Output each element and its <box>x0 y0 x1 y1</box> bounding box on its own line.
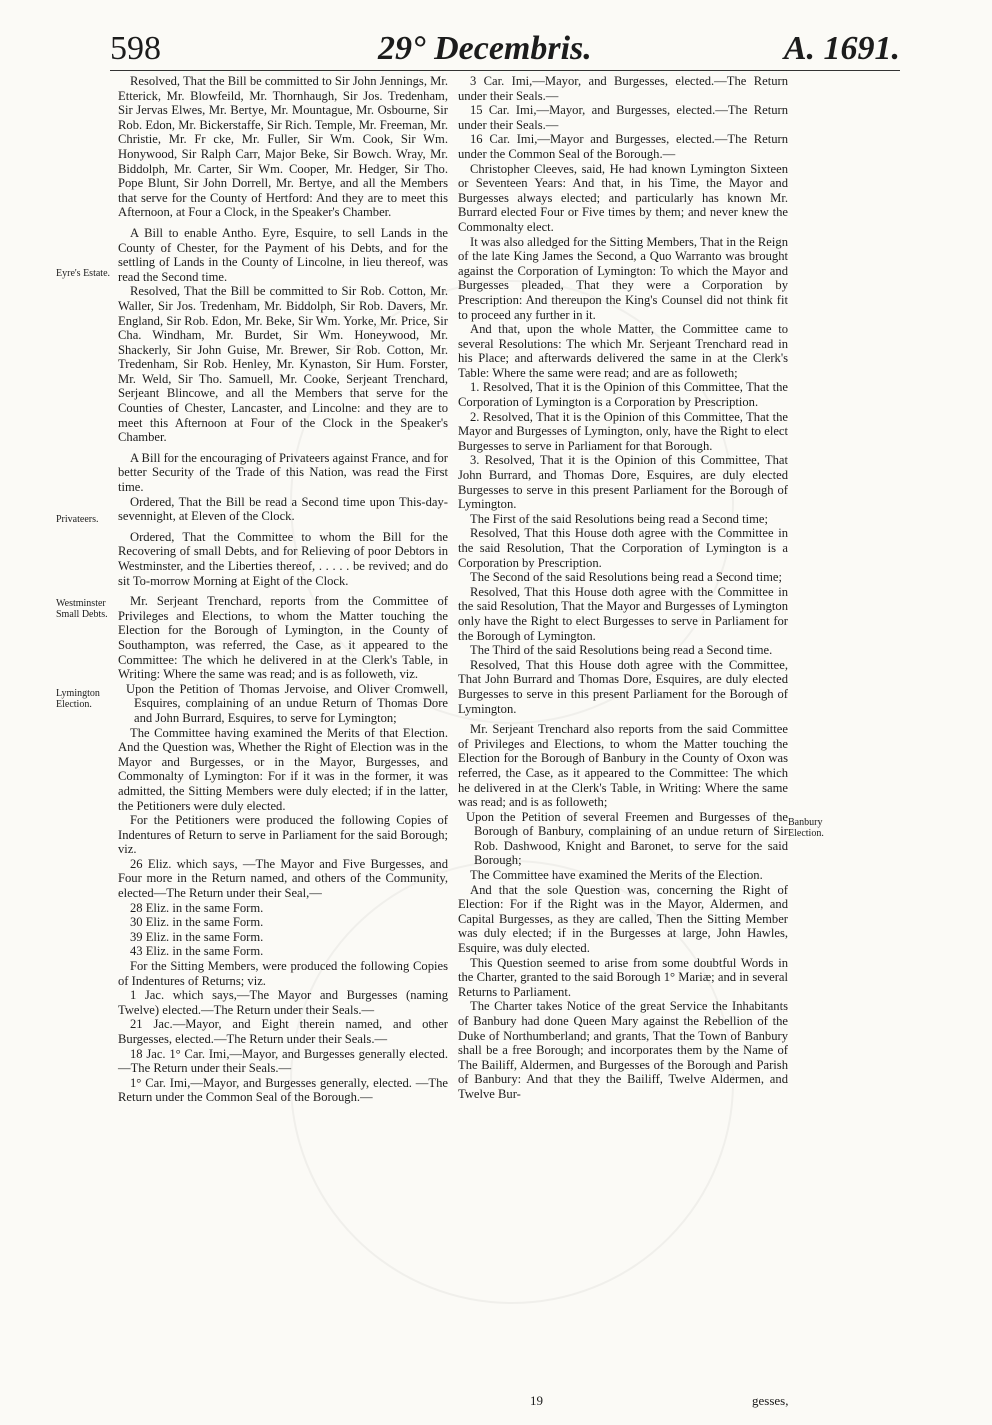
catchword: gesses, <box>752 1393 789 1408</box>
paragraph: Resolved, That the Bill be committed to Sir John Jennings, Mr. Etterick, Mr. Blowfeild, Mr. Thornhaugh, Sir Jos. Tredenham, Sir Jervas Elwes, Mr. Bertye, Mr. Mountague, Mr. Osbourne, Sir Rob. Edon, Mr. Bickerstaffe, Sir Rich. Temple, Mr. Freeman, Mr. Christie, Mr. Fr cke, Mr. Fuller, Sir Wm. Cook, Sir Wm. Honywood, Sir Ralph Carr, Major Beke, Sir Bowch. Wray, Mr. Biddolph, Mr. Carter, Sir Wm. Cooper, Mr. Hedger, Sir Tho. Pope Blunt, Sir John Dorrell, Mr. Bertye, and all the Members that serve for the County of Hertford: And they are to meet this Afternoon, at Four a Clock, in the Speaker's Chamber. <box>118 74 448 220</box>
paragraph: And that, upon the whole Matter, the Committee came to several Resolutions: The which Mr. Serjeant Trenchard read in his Place; and afterwards delivered the same in at the Clerk's Table: Where the same were read; and are as followeth; <box>458 322 788 380</box>
paragraph: 1 Jac. which says,—The Mayor and Burgesses (naming Twelve) elected.—The Return under their Seals.— <box>118 988 448 1017</box>
margin-note-lymington: Lymington Election. <box>56 688 100 710</box>
paragraph: Mr. Serjeant Trenchard also reports from the said Committee of Privileges and Elections, to whom the Matter touching the Election for the Borough of Banbury in the County of Oxon was referred, the Case, as it appeared to the Committee: The which he delivered in at the Clerk's Table, in Writing: Where the same was read; and is as followeth; <box>458 722 788 810</box>
paragraph: 1° Car. Imi,—Mayor, and Burgesses generally, elected. —The Return under the Common Seal of the Borough.— <box>118 1075 448 1105</box>
paragraph: Resolved, That the Bill be committed to Sir Rob. Cotton, Mr. Waller, Sir Jos. Tredenham, Mr. Biddolph, Sir Rob. Davers, Mr. England, Sir Rob. Edon, Mr. Beke, Sir Wm. Yorke, Mr. Price, Sir Cha. Windham, Mr. Burdet, Sir Wm. Honeywood, Mr. Shackerly, Sir John Guise, Mr. Brewer, Sir Rob. Cotton, Mr. Tredenham, Sir Rob. Henley, Mr. Kynaston, Sir Hum. Forster, Mr. Weld, Sir Tho. Samuell, Mr. Cooke, Serjeant Trenchard, Serjeant Blincowe, and all the Members that serve for the Counties of Chester, Lancaster, and Lincolne: and they are to meet this Afternoon at Four of the Clock in the Speaker's Chamber. <box>118 284 448 445</box>
header-rule <box>110 70 900 71</box>
margin-note-eyres-estate: Eyre's Estate. <box>56 268 111 279</box>
paragraph: 1. Resolved, That it is the Opinion of this Committee, That the Corporation of Lymington is a Corporation by Prescription. <box>458 380 788 410</box>
paragraph: 21 Jac.—Mayor, and Eight therein named, and other Burgesses, elected.—The Return under their Seals.— <box>118 1017 448 1046</box>
margin-note-westminster: Westminster Small Debts. <box>56 598 108 620</box>
right-column <box>458 74 788 1102</box>
page-year: A. 1691. <box>783 30 900 67</box>
paragraph: 39 Eliz. in the same Form. <box>130 929 264 944</box>
paragraph: A Bill for the encouraging of Privateers against France, and for better Security of the Trade of this Nation, was read the First time. <box>118 450 448 495</box>
paragraph: A Bill to enable Antho. Eyre, Esquire, to sell Lands in the County of Chester, for the Payment of his Debts, and for the settling of Lands in the County of Lincolne, in lieu thereof, was read the Second time. <box>118 225 448 284</box>
margin-note-privateers: Privateers. <box>56 514 99 525</box>
paragraph: 18 Jac. 1° Car. Imi,—Mayor, and Burgesses generally elected.—The Return under their Seals.— <box>118 1046 448 1076</box>
paragraph: The Committee having examined the Merits of that Election. And the Question was, Whether the Right of Election was in the Mayor and Burgesses, or in the Mayor, Burgesses, and Commonalty of Lymington: For if it was in the former, it was admitted, the Sitting Members were duly elected; if in the latter, the Petitioners were duly elected. <box>118 725 448 813</box>
margin-note-banbury: Banbury Election. <box>788 817 824 839</box>
page-number: 598 <box>110 30 161 67</box>
paragraph: The Third of the said Resolutions being read a Second time. <box>470 643 773 658</box>
paragraph: Christopher Cleeves, said, He had known Lymington Sixteen or Seventeen Years: And that, in his Time, the Mayor and Burgesses always elected; and particularly has known Mr. Burrard elected Four or Five times by them; and never knew the Commonalty elect. <box>458 161 788 234</box>
paragraph: The Charter takes Notice of the great Service the Inhabitants of Banbury had done Queen Mary against the Rebellion of the Duke of Northumberland; and grants, That the Town of Banbury shall be a free Borough; and incorporates them by the Name of The Bailiff, Aldermen, and Burgesses of the Borough and Parish of Banbury: And that they the Bailiff, Twelve Aldermen, and Twelve Bur- <box>458 999 788 1101</box>
paragraph: Mr. Serjeant Trenchard, reports from the Committee of Privileges and Elections, to whom the Matter touching the Election for the Borough of Lymington, in the County of Southampton, was referred, the Case, as it appeared to the Committee: The which he delivered in at the Clerk's Table, in Writing: Where the same was read; and is as followeth, viz. <box>118 594 448 682</box>
paragraph: For the Sitting Members, were produced the following Copies of Indentures of Returns; viz. <box>118 959 448 988</box>
paragraph: 3 Car. Imi,—Mayor, and Burgesses, elected.—The Return under their Seals.— <box>458 74 788 103</box>
page-date: 29° Decembris. <box>378 30 592 67</box>
paragraph: The Second of the said Resolutions being read a Second time; <box>470 570 782 585</box>
paragraph: Ordered, That the Committee to whom the Bill for the Recovering of small Debts, and for Relieving of poor Debtors in Westminster, and the Liberties thereof, . . . . . be revived; and do sit To-morrow Morning at Eight of the Clock. <box>118 529 448 588</box>
left-column <box>118 74 448 1105</box>
paragraph: Upon the Petition of several Freemen and Burgesses of the Borough of Banbury, complaining of an undue return of Sir Rob. Dashwood, Knight and Baronet, to serve for the said Borough; <box>466 809 788 868</box>
signature-mark: 19 <box>530 1393 543 1408</box>
paragraph: The First of the said Resolutions being read a Second time; <box>470 511 768 526</box>
paragraph: For the Petitioners were produced the following Copies of Indentures of Return to serve in Parliament for the said Borough; viz. <box>118 813 448 857</box>
paragraph: Resolved, That this House doth agree with the Committee in the said Resolution, That the Corporation of Lymington is a Corporation by Prescription. <box>458 526 788 570</box>
paragraph: It was also alledged for the Sitting Members, That in the Reign of the late King James the Second, a Quo Warranto was brought against the Corporation of Lymington: To which the Mayor and Burgesses pleaded, That they were a Corporation by Prescription: And thereupon the King's Counsel did not think fit to proceed any further in it. <box>458 234 788 322</box>
paragraph: 2. Resolved, That it is the Opinion of this Committee, That the Mayor and Burgesses of Lymington, only, have the Right to elect Burgesses to serve in Parliament for that Borough. <box>458 409 788 453</box>
paragraph: Ordered, That the Bill be read a Second time upon This-day-sevennight, at Eleven of the Clock. <box>118 494 448 524</box>
paragraph: 30 Eliz. in the same Form. <box>130 915 264 930</box>
paragraph: 15 Car. Imi,—Mayor, and Burgesses, elected.—The Return under their Seals.— <box>458 103 788 132</box>
paragraph: 3. Resolved, That it is the Opinion of this Committee, That John Burrard, and Thomas Dore, Esquires, are duly elected Burgesses to serve in this present Parliament for the Borough of Lymington. <box>458 453 788 512</box>
paragraph: 16 Car. Imi,—Mayor and Burgesses, elected.—The Return under the Common Seal of the Borough.— <box>458 132 788 161</box>
paragraph: Upon the Petition of Thomas Jervoise, and Oliver Cromwell, Esquires, complaining of an undue Return of Thomas Dore and John Burrard, Esquires, to serve for Lymington; <box>126 681 448 725</box>
paragraph: 26 Eliz. which says, —The Mayor and Five Burgesses, and Four more in the Return named, and others of the Community, elected—The Return under their Seal,— <box>118 856 448 901</box>
paragraph: Resolved, That this House doth agree with the Committee in the said Resolution, That the Mayor and Burgesses of Lymington only have the Right to elect Burgesses to serve in Parliament for the Borough of Lymington. <box>458 584 788 643</box>
paragraph: Resolved, That this House doth agree with the Committee, That John Burrard and Thomas Dore, Esquires, are duly elected Burgesses to serve in this present Parliament for the Borough of Lymington. <box>458 657 788 716</box>
paragraph: 28 Eliz. in the same Form. <box>130 900 264 915</box>
paragraph: This Question seemed to arise from some doubtful Words in the Charter, granted to the said Borough 1° Mariæ; and in several Returns to Parliament. <box>458 955 788 999</box>
paragraph: The Committee have examined the Merits of the Election. <box>470 868 763 883</box>
paragraph: 43 Eliz. in the same Form. <box>130 944 264 959</box>
paragraph: And that the sole Question was, concerning the Right of Election: For if the Right was in the Mayor, Aldermen, and Capital Burgesses, as they are called, Then the Sitting Member was duly elected; if in the Burgesses at large, John Hawles, Esquire, was duly elected. <box>458 882 788 956</box>
page-header <box>110 30 900 74</box>
